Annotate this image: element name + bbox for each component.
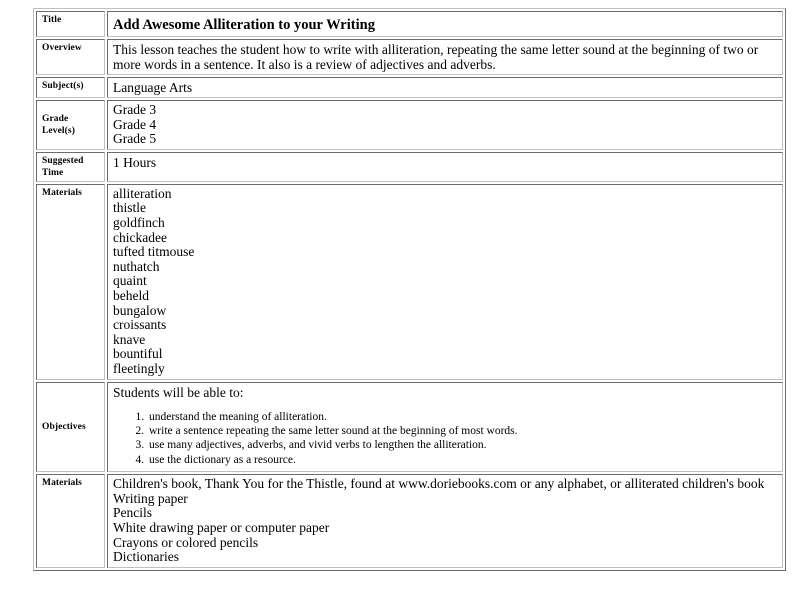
- row-value-overview: This lesson teaches the student how to write with alliteration, repeating the same letter sound at the beginning of two or more words in a sentence. It also is a review of adjectives and adverbs.: [107, 39, 783, 75]
- list-item: Grade 3: [113, 102, 157, 117]
- list-item: Crayons or colored pencils: [113, 534, 259, 550]
- objectives-intro: Students will be able to:: [113, 384, 244, 400]
- table-row-grade-levels: [36, 100, 783, 150]
- list-item: Dictionaries: [113, 549, 179, 565]
- row-value-materials-supplies: [107, 474, 783, 568]
- list-item: croissants: [113, 317, 167, 333]
- objective-item: 1. understand the meaning of alliteration.: [147, 410, 778, 424]
- table-row-subjects: [36, 77, 783, 98]
- row-value-title: Add Awesome Alliteration to your Writing: [107, 11, 783, 37]
- row-label-title: Title: [36, 11, 105, 37]
- list-item: bountiful: [113, 346, 163, 362]
- row-label-subjects: Subject(s): [36, 77, 105, 98]
- row-label-overview: Overview: [36, 39, 105, 75]
- table-row-materials-vocabulary: [36, 184, 783, 380]
- list-item: Grade 4: [113, 116, 157, 132]
- table-row-objectives: [36, 382, 783, 473]
- lesson-plan-table: [33, 8, 786, 571]
- list-item: fleetingly: [113, 360, 165, 376]
- row-label-grade-levels: Grade Level(s): [36, 100, 105, 150]
- list-item: Grade 5: [113, 131, 157, 147]
- lesson-plan-table-body: [36, 11, 783, 568]
- row-label-materials-vocabulary: Materials: [36, 184, 105, 380]
- row-label-materials-supplies: Materials: [36, 474, 105, 568]
- row-value-grade-levels: [107, 100, 783, 150]
- list-item: beheld: [113, 287, 149, 303]
- list-item: bungalow: [113, 302, 167, 318]
- list-item: alliteration: [113, 185, 172, 201]
- list-item: thistle: [113, 200, 146, 216]
- table-row-overview: [36, 39, 783, 75]
- list-item: quaint: [113, 273, 147, 289]
- objective-item: 4. use the dictionary as a resource.: [147, 453, 778, 467]
- list-item: goldfinch: [113, 214, 165, 230]
- list-item: White drawing paper or computer paper: [113, 519, 330, 535]
- objective-item: 3. use many adjectives, adverbs, and vivid verbs to lengthen the alliteration.: [147, 438, 778, 452]
- row-value-materials-vocabulary: [107, 184, 783, 380]
- row-label-suggested-time: Suggested Time: [36, 152, 105, 182]
- row-value-subjects: Language Arts: [107, 77, 783, 98]
- table-row-materials-supplies: [36, 474, 783, 568]
- list-item: tufted titmouse: [113, 244, 195, 260]
- objectives-list: [113, 410, 778, 468]
- row-value-objectives: [107, 382, 783, 473]
- list-item: knave: [113, 331, 146, 347]
- objective-item: 2. write a sentence repeating the same letter sound at the beginning of most words.: [147, 424, 778, 438]
- list-item: Pencils: [113, 505, 152, 521]
- list-item: Children's book, Thank You for the Thistle, found at www.doriebooks.com or any alphabet, or alliterated children's book: [113, 476, 765, 492]
- list-item: chickadee: [113, 229, 167, 245]
- row-label-objectives: Objectives: [36, 382, 105, 473]
- list-item: nuthatch: [113, 258, 160, 274]
- row-value-suggested-time: 1 Hours: [107, 152, 783, 182]
- table-row-suggested-time: [36, 152, 783, 182]
- table-row-title: [36, 11, 783, 37]
- list-item: Writing paper: [113, 490, 188, 506]
